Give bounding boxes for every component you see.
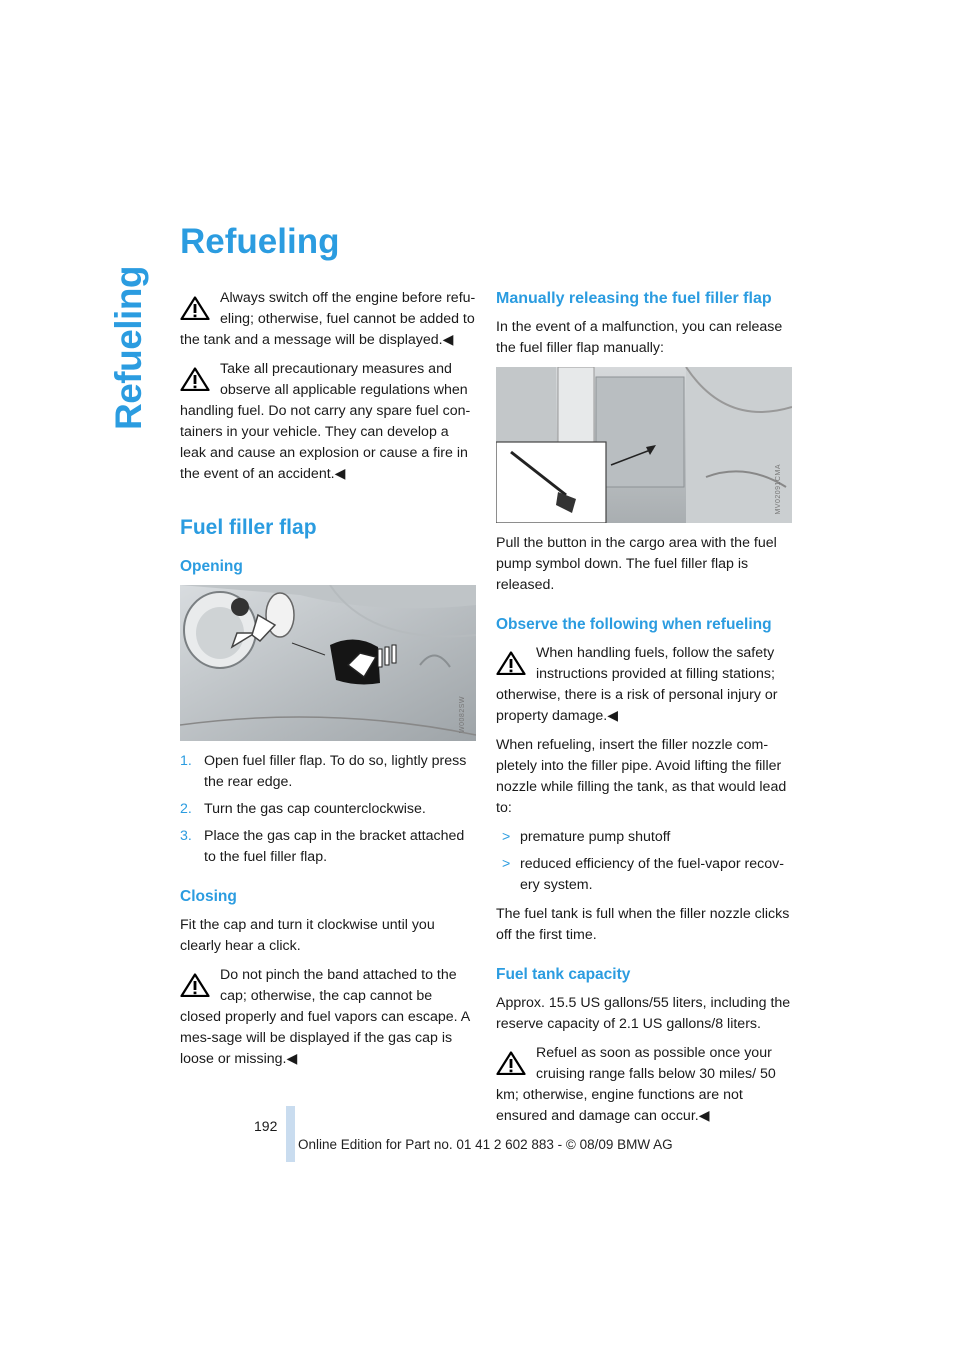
- fuel-filler-flap-illustration: [180, 585, 476, 741]
- opening-steps: [180, 751, 476, 868]
- figure-code: MV02091CMA: [775, 464, 782, 515]
- cargo-area-illustration: [496, 367, 792, 523]
- step-number: 1.: [180, 753, 192, 769]
- left-column: [180, 288, 476, 1078]
- cargo-area-image: [496, 367, 792, 523]
- section-title-fuel-filler-flap: Fuel filler flap: [180, 516, 317, 539]
- warning-text: Always switch off the engine before refu-eling; otherwise, fuel cannot be added to the tank and a message will be displayed.◀: [180, 290, 476, 348]
- subsection-observe: Observe the following when refueling: [496, 616, 772, 633]
- manual-intro: In the event of a malfunction, you can release the fuel filler flap manually:: [496, 319, 783, 356]
- subsection-capacity: Fuel tank capacity: [496, 966, 631, 983]
- tank-full-text: The fuel tank is full when the filler nozzle clicks off the first time.: [496, 906, 790, 943]
- list-item: [180, 751, 476, 793]
- capacity-text: Approx. 15.5 US gallons/55 liters, including the reserve capacity of 2.1 US gallons/8 liters.: [496, 995, 791, 1032]
- step-number: 2.: [180, 801, 192, 817]
- list-item: [496, 827, 792, 848]
- step-text: Open fuel filler flap. To do so, lightly press the rear edge.: [204, 753, 467, 790]
- bullet-marker: >: [502, 829, 511, 845]
- page-number: 192: [254, 1118, 278, 1134]
- closing-text: Fit the cap and turn it clockwise until you clearly hear a click.: [180, 917, 435, 954]
- step-text: Place the gas cap in the bracket attached to the fuel filler flap.: [204, 828, 465, 865]
- bullet-text: reduced efficiency of the fuel-vapor recov-ery system.: [520, 856, 784, 893]
- footer-text: Online Edition for Part no. 01 41 2 602 883 - © 08/09 BMW AG: [298, 1137, 673, 1152]
- fuel-flap-image: [180, 585, 476, 741]
- warning-text: Do not pinch the band attached to the cap; otherwise, the cap cannot be closed properly and fuel vapors can escape. A mes-sage will be displayed if the gas cap is loose or missing.◀: [180, 967, 470, 1067]
- footer-accent-bar: [286, 1106, 295, 1162]
- warning-triangle-icon: [180, 973, 210, 997]
- step-text: Turn the gas cap counterclockwise.: [204, 801, 426, 817]
- sidebar-chapter-title: [92, 228, 166, 468]
- observe-text: When refueling, insert the filler nozzle com-pletely into the filler pipe. Avoid lifting the filler nozzle while filling the tank, as that would lead to:: [496, 737, 787, 816]
- warning-text: When handling fuels, follow the safety instructions provided at filling stations; otherwise, there is a risk of personal injury or property damage.◀: [496, 645, 778, 724]
- bullet-marker: >: [502, 856, 511, 872]
- warning-triangle-icon: [180, 367, 210, 391]
- manual-after-text: Pull the button in the cargo area with the fuel pump symbol down. The fuel filler flap is released.: [496, 535, 777, 593]
- warning-precautions: [180, 359, 476, 485]
- warning-engine-off: [180, 288, 476, 351]
- warning-triangle-icon: [496, 1051, 526, 1075]
- warning-handling-fuels: [496, 643, 792, 727]
- sidebar-title-text: Refueling: [108, 265, 149, 431]
- list-item: [180, 826, 476, 868]
- right-column: [496, 288, 792, 1135]
- subsection-opening: Opening: [180, 558, 243, 575]
- warning-refuel-soon: [496, 1043, 792, 1127]
- observe-bullets: [496, 827, 792, 896]
- bullet-text: premature pump shutoff: [520, 829, 671, 845]
- list-item: [496, 854, 792, 896]
- warning-gas-cap: [180, 965, 476, 1070]
- warning-triangle-icon: [496, 651, 526, 675]
- warning-triangle-icon: [180, 296, 210, 320]
- warning-text: Refuel as soon as possible once your cruising range falls below 30 miles/ 50 km; otherwise, engine functions are not ensured and damage can occur.◀: [496, 1045, 776, 1124]
- figure-code: W0082SW: [459, 696, 466, 733]
- warning-text: Take all precautionary measures and observe all applicable regulations when handling fuel. Do not carry any spare fuel con-tainers in your vehicle. They can develop a leak and cause an explosion or cause a fire in the event of an accident.◀: [180, 361, 471, 482]
- subsection-closing: Closing: [180, 888, 237, 905]
- step-number: 3.: [180, 828, 192, 844]
- list-item: [180, 799, 476, 820]
- page-title: Refueling: [180, 222, 340, 261]
- subsection-manual-release: Manually releasing the fuel filler flap: [496, 290, 772, 307]
